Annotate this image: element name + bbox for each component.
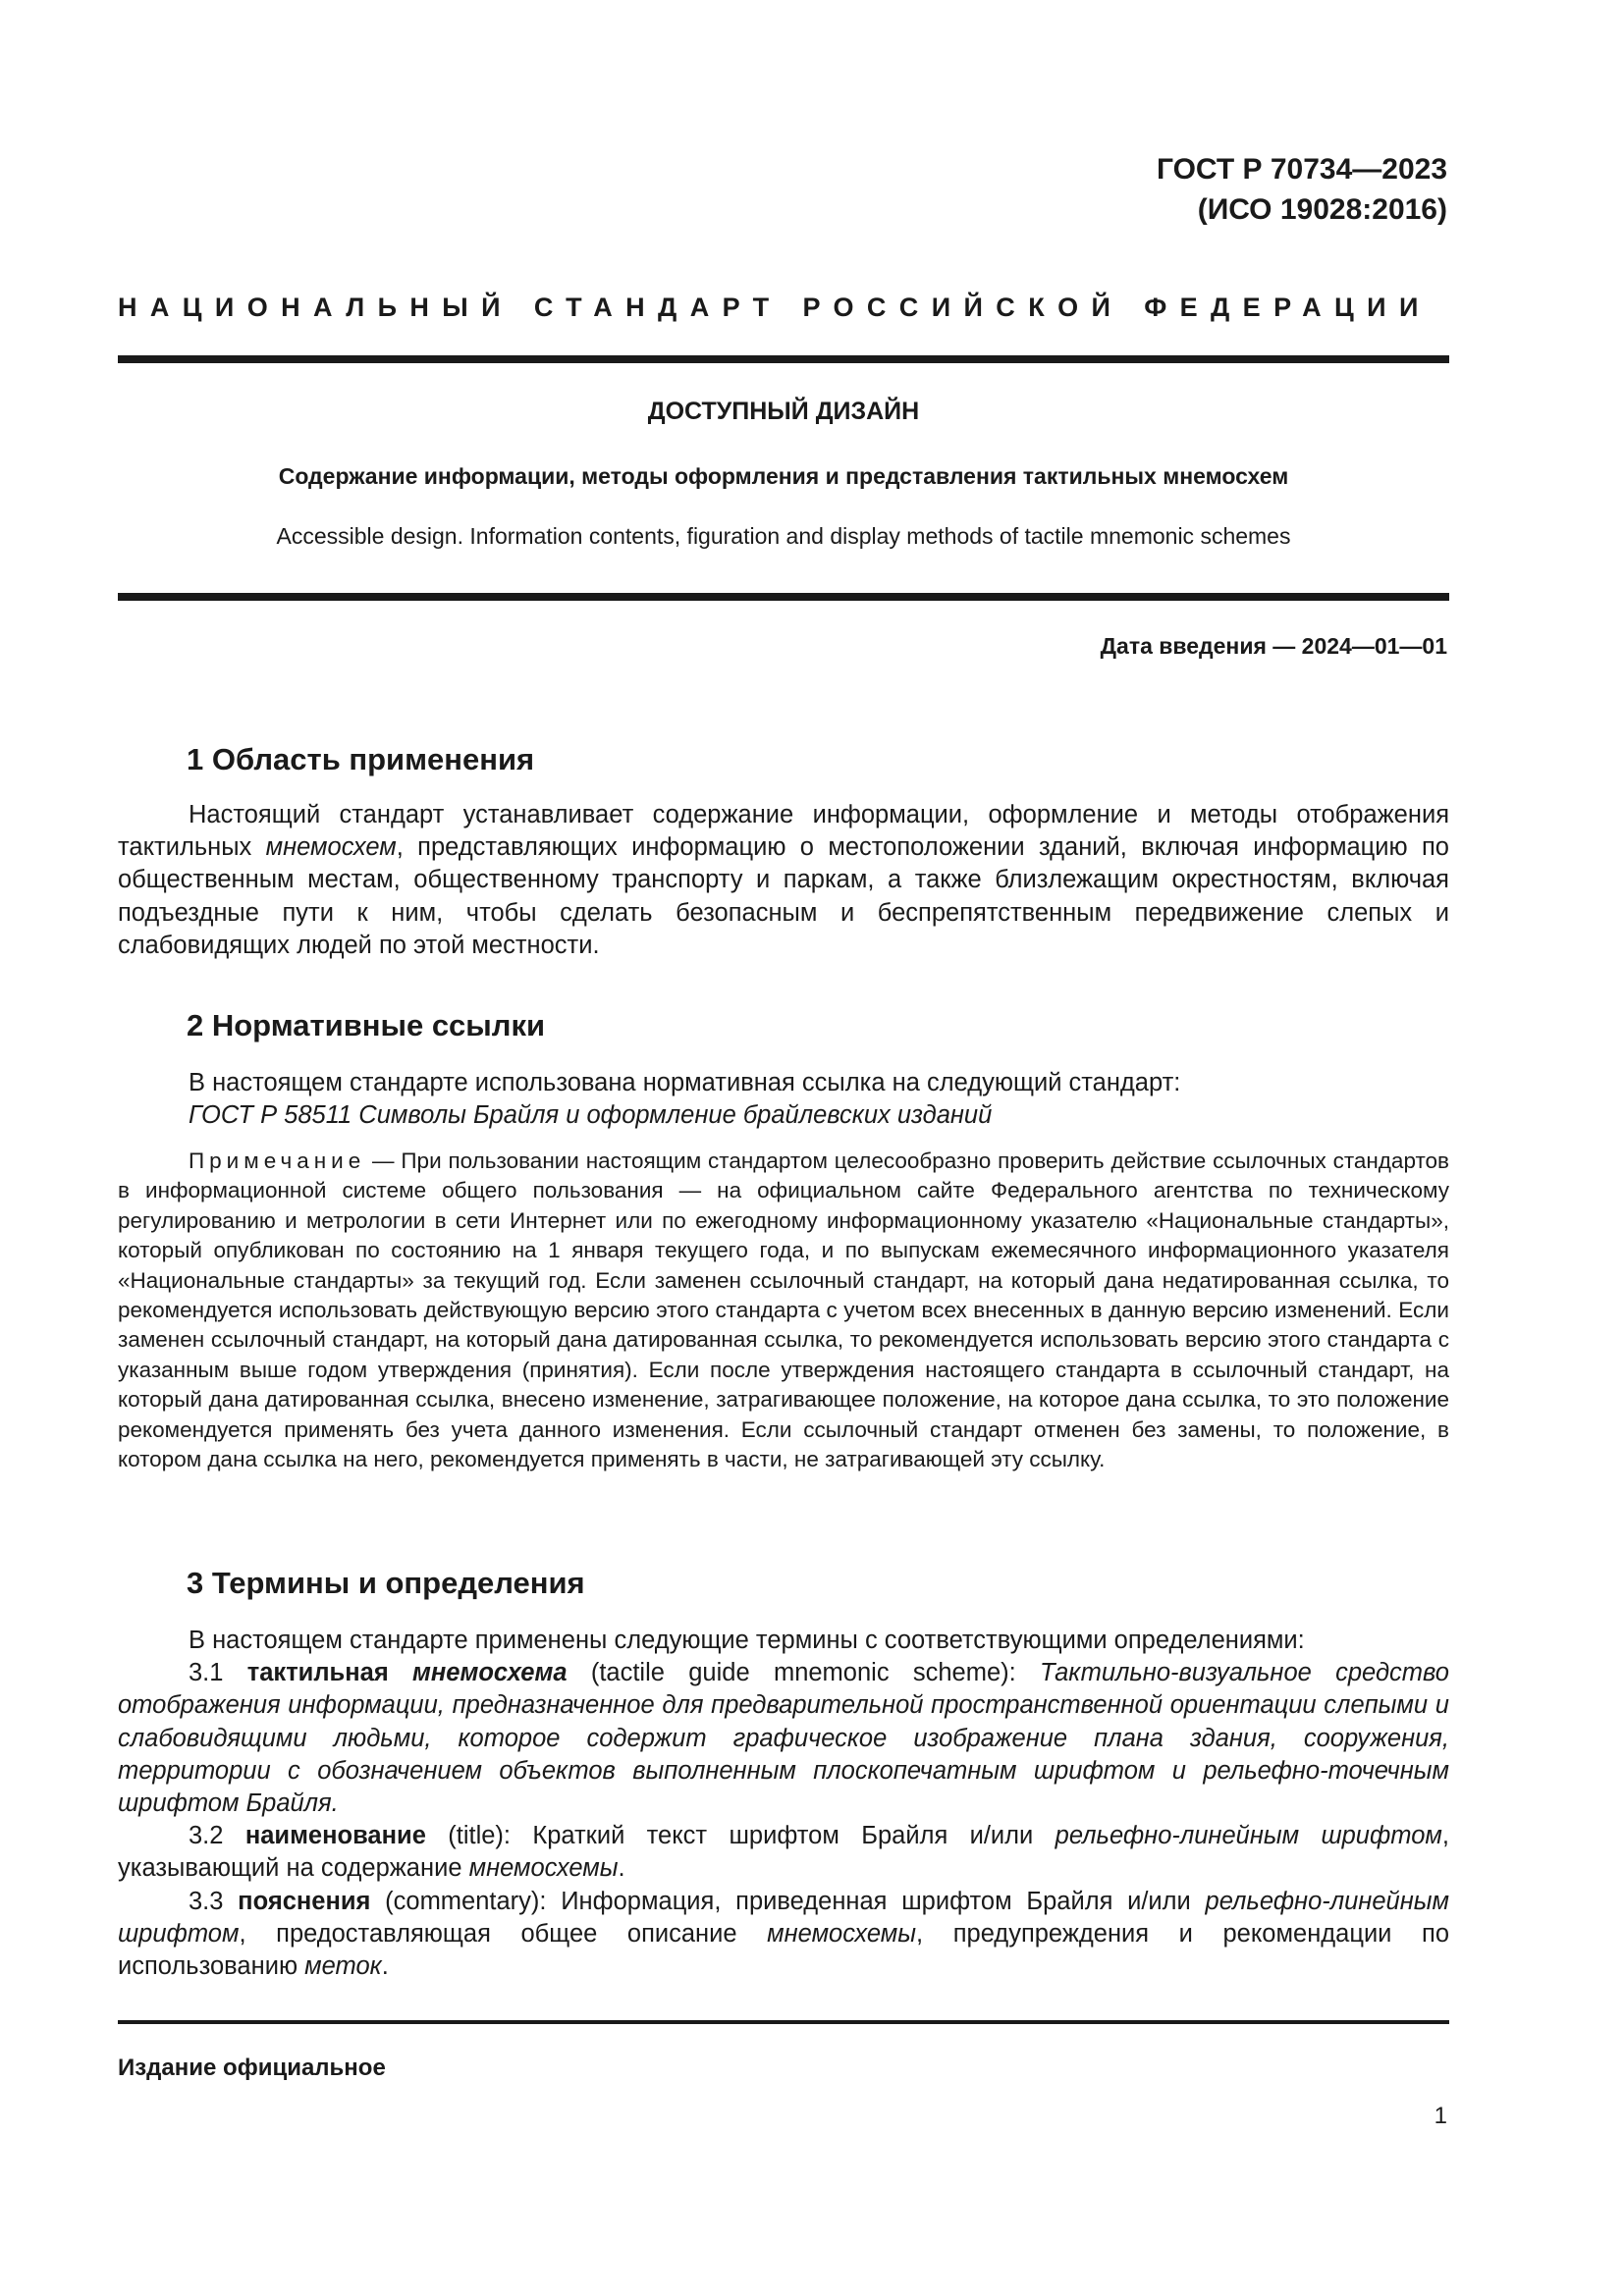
gost-number: ГОСТ Р 70734—2023	[1156, 153, 1447, 186]
term-3-3	[118, 1886, 1449, 1984]
text-run: , предоставляющая общее описание	[239, 1919, 768, 1948]
term-number: 3.2	[189, 1822, 245, 1850]
section-2-paragraph: В настоящем стандарте использована нормативная ссылка на следующий стандарт:	[189, 1069, 1181, 1096]
section-1-heading: 1 Область применения	[187, 742, 535, 776]
term-name: наименование	[244, 1822, 426, 1850]
term-link: рельефно-линейным шрифтом	[1055, 1822, 1442, 1850]
document-title: ДОСТУПНЫЙ ДИЗАЙН	[647, 398, 920, 425]
section-2-heading: 2 Нормативные ссылки	[187, 1008, 546, 1042]
iso-number: (ИСО 19028:2016)	[1197, 193, 1447, 226]
top-rule	[118, 355, 1449, 363]
term-name-italic: мнемосхема	[412, 1659, 568, 1687]
term-link: рельефно-линейным шрифтом	[118, 1887, 1449, 1948]
note-paragraph	[118, 1147, 1449, 1474]
term-name: пояснения	[238, 1887, 371, 1915]
section-1-paragraph	[118, 799, 1449, 962]
section-1-body	[118, 799, 1449, 962]
official-edition-label: Издание официальное	[118, 2055, 386, 2081]
national-standard-banner: НАЦИОНАЛЬНЫЙ СТАНДАРТ РОССИЙСКОЙ ФЕДЕРАЦИИ	[118, 293, 1432, 322]
doc-number-block	[1157, 149, 1447, 230]
term-definition: Тактильно-визуальное средство отображения информации, предназначенное для предварительной пространственной ориентации слепыми и слабовидящими людьми, которое содержит графическое изображение плана здания, сооружения, территории с обозначением объектов выполненным плоскопечатным шрифтом и рельефно-точечным шрифтом Брайля.	[118, 1659, 1449, 1818]
term-3-2	[118, 1820, 1449, 1885]
text-run: .	[618, 1854, 625, 1883]
term-link: мнемосхемы	[767, 1919, 917, 1948]
note-label: Примечание	[189, 1148, 366, 1173]
term-number: 3.3	[189, 1887, 239, 1915]
term-link: мнемосхемы	[468, 1854, 619, 1883]
section-2-body	[118, 1067, 1449, 1132]
section-3-heading: 3 Термины и определения	[187, 1566, 585, 1600]
term-english: (commentary): Информация, приведенная шрифтом Брайля и/или	[370, 1887, 1206, 1915]
footer-rule	[118, 2020, 1449, 2024]
page-number: 1	[1434, 2103, 1447, 2129]
section-3-body	[118, 1625, 1449, 1983]
term-3-1	[118, 1657, 1449, 1820]
section-2-note	[118, 1147, 1449, 1474]
term-link: мнемосхем	[265, 833, 397, 862]
term-name: тактильная	[246, 1659, 413, 1687]
introduction-date: Дата введения — 2024—01—01	[1100, 633, 1447, 659]
document-subtitle: Содержание информации, методы оформления и представления тактильных мнемосхем	[278, 463, 1289, 489]
text-run: , указывающий на содержание	[118, 1822, 1450, 1883]
term-link: меток	[304, 1952, 382, 1981]
text-run: , предупреждения и рекомендации по использованию	[118, 1919, 1450, 1981]
term-english: (title): Краткий текст шрифтом Брайля и/или	[425, 1822, 1056, 1850]
note-text: — При пользовании настоящим стандартом целесообразно проверить действие ссылочных стандартов в информационной системе общего пользования — на официальном сайте Федерального агентства по техническому регулированию и метрологии в сети Интернет или по ежегодному информационному указателю «Национальные стандарты», который опубликован по состоянию на 1 января текущего года, и по выпускам ежемесячного информационного указателя «Национальные стандарты» за текущий год. Если заменен ссылочный стандарт, на который дана недатированная ссылка, то рекомендуется использовать действующую версию этого стандарта с учетом всех внесенных в данную версию изменений. Если заменен ссылочный стандарт, на который дана датированная ссылка, то рекомендуется использовать версию этого стандарта с указанным выше годом утверждения (принятия). Если после утверждения настоящего стандарта в ссылочный стандарт, на который дана датированная ссылка, внесено изменение, затрагивающее положение, на которое дана ссылка, то это положение рекомендуется применять без учета данного изменения. Если ссылочный стандарт отменен без замены, то положение, в котором дана ссылка на него, рекомендуется применять в части, не затрагивающей эту ссылку.	[118, 1148, 1449, 1472]
title-rule	[118, 593, 1449, 601]
text-run: .	[381, 1952, 389, 1981]
term-english: (tactile guide mnemonic scheme):	[567, 1659, 1041, 1687]
english-title: Accessible design. Information contents, figuration and display methods of tactile mnemonic schemes	[276, 523, 1291, 549]
text-run: Настоящий стандарт устанавливает содержание информации, оформление и методы отображения тактильных	[118, 801, 1449, 862]
text-run: , представляющих информацию о местоположении зданий, включая информацию по общественным местам, общественному транспорту и паркам, а также близлежащим окрестностям, включая подъездные пути к ним, чтобы сделать безопасным и беспрепятственным передвижение слепых и слабовидящих людей по этой местности.	[118, 833, 1449, 959]
normative-reference: ГОСТ Р 58511 Символы Брайля и оформление брайлевских изданий	[189, 1101, 993, 1130]
term-number: 3.1	[189, 1659, 247, 1687]
section-3-intro: В настоящем стандарте применены следующие термины с соответствующими определениями:	[189, 1627, 1305, 1654]
